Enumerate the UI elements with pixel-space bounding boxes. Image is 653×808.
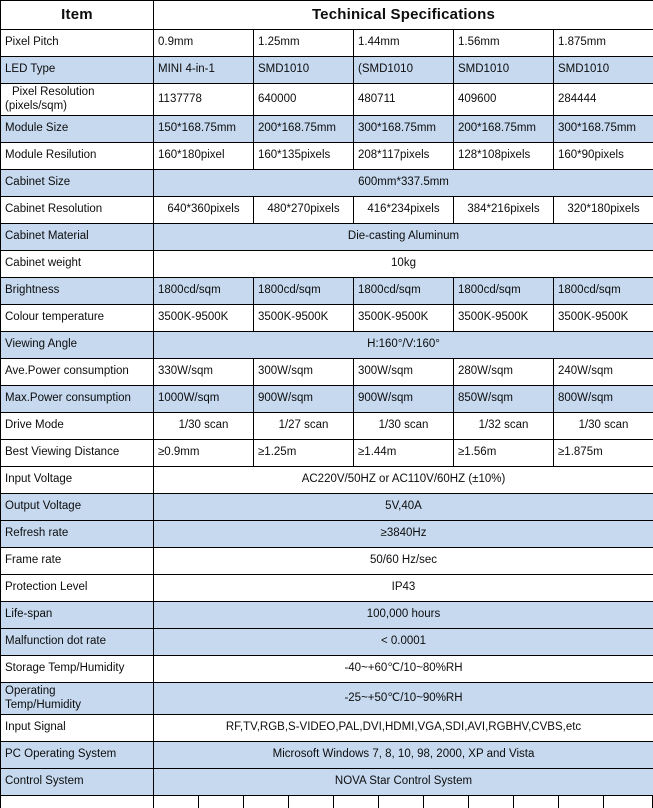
table-row	[1, 742, 653, 769]
partial-cell	[424, 796, 469, 808]
row-value: 3500K-9500K	[354, 305, 454, 332]
row-value: 208*117pixels	[354, 143, 454, 170]
row-merged-value: 100,000 hours	[154, 602, 653, 629]
table-row	[1, 386, 653, 413]
row-value: 200*168.75mm	[454, 116, 554, 143]
row-label: Cabinet Material	[1, 224, 154, 251]
row-label: Life-span	[1, 602, 154, 629]
row-merged-value: ≥3840Hz	[154, 521, 653, 548]
row-merged-value: 600mm*337.5mm	[154, 170, 653, 197]
row-value: 1/32 scan	[454, 413, 554, 440]
table-row	[1, 413, 653, 440]
row-label: Max.Power consumption	[1, 386, 154, 413]
row-value: 160*135pixels	[254, 143, 354, 170]
row-value: 1800cd/sqm	[354, 278, 454, 305]
table-body	[1, 30, 653, 796]
row-merged-value: H:160°/V:160°	[154, 332, 653, 359]
row-value: 300*168.75mm	[554, 116, 653, 143]
row-merged-value: -40~+60℃/10~80%RH	[154, 656, 653, 683]
row-value: 3500K-9500K	[554, 305, 653, 332]
row-value: ≥1.25m	[254, 440, 354, 467]
row-merged-value: Microsoft Windows 7, 8, 10, 98, 2000, XP and Vista	[154, 742, 653, 769]
row-merged-value: < 0.0001	[154, 629, 653, 656]
row-value: MINI 4-in-1	[154, 57, 254, 84]
row-value: 384*216pixels	[454, 197, 554, 224]
row-value: 480711	[354, 84, 454, 116]
row-value: 640*360pixels	[154, 197, 254, 224]
row-merged-value: Die-casting Aluminum	[154, 224, 653, 251]
table-row	[1, 629, 653, 656]
row-label: Input Voltage	[1, 467, 154, 494]
table-row	[1, 359, 653, 386]
row-label: Colour temperature	[1, 305, 154, 332]
partial-cell	[289, 796, 334, 808]
row-value: 480*270pixels	[254, 197, 354, 224]
header-item: Item	[1, 1, 154, 30]
row-value: 640000	[254, 84, 354, 116]
table-row	[1, 602, 653, 629]
row-value: (SMD1010	[354, 57, 454, 84]
row-value: ≥1.56m	[454, 440, 554, 467]
row-label: Control System	[1, 769, 154, 796]
row-value: 1.56mm	[454, 30, 554, 57]
table-row	[1, 467, 653, 494]
partial-cell	[559, 796, 604, 808]
table-row	[1, 57, 653, 84]
row-value: 300W/sqm	[354, 359, 454, 386]
row-label: Module Resilution	[1, 143, 154, 170]
table-row	[1, 715, 653, 742]
row-label: Module Size	[1, 116, 154, 143]
row-value: 1800cd/sqm	[554, 278, 653, 305]
row-value: ≥1.875m	[554, 440, 653, 467]
row-label: Refresh rate	[1, 521, 154, 548]
row-label: Best Viewing Distance	[1, 440, 154, 467]
row-value: 1800cd/sqm	[454, 278, 554, 305]
table-row	[1, 251, 653, 278]
partial-cell	[334, 796, 379, 808]
table-row	[1, 656, 653, 683]
row-value: 800W/sqm	[554, 386, 653, 413]
row-value: 0.9mm	[154, 30, 254, 57]
row-merged-value: -25~+50℃/10~90%RH	[154, 683, 653, 715]
table-partial-bottom-row	[0, 796, 653, 808]
table-row	[1, 683, 653, 715]
row-label-line1: Operating	[5, 685, 149, 699]
row-value: 330W/sqm	[154, 359, 254, 386]
row-value: SMD1010	[254, 57, 354, 84]
row-merged-value: 5V,40A	[154, 494, 653, 521]
partial-cell	[199, 796, 244, 808]
row-value: 1/30 scan	[354, 413, 454, 440]
row-value: 128*108pixels	[454, 143, 554, 170]
row-merged-value: 50/60 Hz/sec	[154, 548, 653, 575]
row-value: 1000W/sqm	[154, 386, 254, 413]
row-label: Viewing Angle	[1, 332, 154, 359]
row-label-line2: Temp/Humidity	[5, 699, 149, 713]
row-label: Ave.Power consumption	[1, 359, 154, 386]
row-value: ≥0.9mm	[154, 440, 254, 467]
table-row	[1, 575, 653, 602]
row-label: Brightness	[1, 278, 154, 305]
row-value: 300*168.75mm	[354, 116, 454, 143]
partial-cell	[379, 796, 424, 808]
partial-cell	[244, 796, 289, 808]
row-value: SMD1010	[454, 57, 554, 84]
row-label	[1, 683, 154, 715]
row-label: Drive Mode	[1, 413, 154, 440]
table-row	[1, 548, 653, 575]
row-value: 1137778	[154, 84, 254, 116]
row-label: PC Operating System	[1, 742, 154, 769]
row-value: 320*180pixels	[554, 197, 653, 224]
row-label-line2: (pixels/sqm)	[5, 100, 149, 114]
row-value: 409600	[454, 84, 554, 116]
row-label: LED Type	[1, 57, 154, 84]
table-row	[1, 521, 653, 548]
row-label: Malfunction dot rate	[1, 629, 154, 656]
row-value: 416*234pixels	[354, 197, 454, 224]
table-row	[1, 305, 653, 332]
row-label: Cabinet Resolution	[1, 197, 154, 224]
table-row	[1, 278, 653, 305]
row-merged-value: AC220V/50HZ or AC110V/60HZ (±10%)	[154, 467, 653, 494]
row-value: 3500K-9500K	[154, 305, 254, 332]
row-value: 1/30 scan	[554, 413, 653, 440]
table-row	[1, 224, 653, 251]
row-value: 300W/sqm	[254, 359, 354, 386]
header-technical-specifications: Techinical Specifications	[154, 1, 653, 30]
row-value: 3500K-9500K	[254, 305, 354, 332]
row-merged-value: RF,TV,RGB,S-VIDEO,PAL,DVI,HDMI,VGA,SDI,AVI,RGBHV,CVBS,etc	[154, 715, 653, 742]
table-row	[1, 30, 653, 57]
row-value: 900W/sqm	[354, 386, 454, 413]
row-value: 240W/sqm	[554, 359, 653, 386]
row-value: 1/30 scan	[154, 413, 254, 440]
row-label: Cabinet Size	[1, 170, 154, 197]
partial-cell	[469, 796, 514, 808]
row-label: Protection Level	[1, 575, 154, 602]
row-value: 3500K-9500K	[454, 305, 554, 332]
table-header-row	[1, 1, 653, 30]
row-value: SMD1010	[554, 57, 653, 84]
row-value: 1/27 scan	[254, 413, 354, 440]
row-label: Frame rate	[1, 548, 154, 575]
table-row	[1, 84, 653, 116]
row-value: 1.44mm	[354, 30, 454, 57]
row-value: 1800cd/sqm	[254, 278, 354, 305]
partial-cell	[514, 796, 559, 808]
row-merged-value: NOVA Star Control System	[154, 769, 653, 796]
table-row	[1, 197, 653, 224]
row-label: Cabinet weight	[1, 251, 154, 278]
row-label-line1: Pixel Resolution	[5, 86, 149, 100]
row-value: 1.25mm	[254, 30, 354, 57]
table-row	[1, 170, 653, 197]
table-row	[1, 440, 653, 467]
table-row	[1, 116, 653, 143]
row-value: 284444	[554, 84, 653, 116]
row-label: Storage Temp/Humidity	[1, 656, 154, 683]
row-merged-value: IP43	[154, 575, 653, 602]
row-label: Pixel Pitch	[1, 30, 154, 57]
table-row	[1, 769, 653, 796]
table-row	[1, 494, 653, 521]
table-row	[1, 332, 653, 359]
table-row	[1, 143, 653, 170]
row-value: 1800cd/sqm	[154, 278, 254, 305]
row-value: 280W/sqm	[454, 359, 554, 386]
row-value: 200*168.75mm	[254, 116, 354, 143]
row-label: Input Signal	[1, 715, 154, 742]
partial-cell	[154, 796, 199, 808]
row-value: 160*180pixel	[154, 143, 254, 170]
row-value: ≥1.44m	[354, 440, 454, 467]
row-merged-value: 10kg	[154, 251, 653, 278]
row-value: 900W/sqm	[254, 386, 354, 413]
row-value: 160*90pixels	[554, 143, 653, 170]
row-value: 850W/sqm	[454, 386, 554, 413]
row-label: Output Voltage	[1, 494, 154, 521]
row-label	[1, 84, 154, 116]
row-value: 150*168.75mm	[154, 116, 254, 143]
row-value: 1.875mm	[554, 30, 653, 57]
partial-cell-item	[1, 796, 154, 808]
